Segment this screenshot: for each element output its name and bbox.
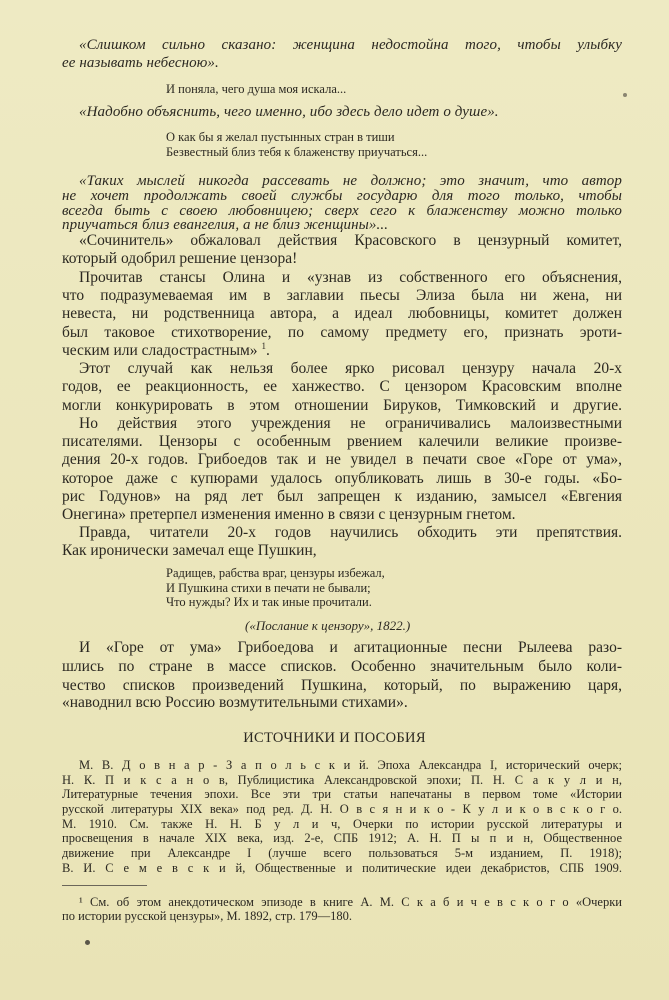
body-line: «Сочинитель» обжаловал действия Красовского в цензурный комитет, — [79, 232, 622, 249]
section-heading: ИСТОЧНИКИ И ПОСОБИЯ — [243, 730, 426, 746]
body-line: был таковое стихотворение, по самому предмету его, признать эроти- — [62, 324, 622, 341]
quote-line: «Слишком сильно сказано: женщина недостойна того, чтобы улыбку — [79, 37, 622, 53]
verse-line: Радищев, рабства враг, цензуры избежал, — [166, 566, 385, 580]
quote-line: всегда быть с своею любовницею; сверх сего к блаженству можно только — [62, 203, 622, 219]
bibliography-line: просвещения в начале XIX века, изд. 2-е, СПБ 1912; А. Н. П ы п и н, Общественное — [62, 831, 622, 845]
footnote-line: по истории русской цензуры», М. 1892, стр. 179—180. — [62, 909, 352, 923]
body-line: Онегина» претерпел изменения именно в связи с цензурным гнетом. — [62, 506, 516, 523]
bibliography-line: М. 1910. См. также Н. Н. Б у л и ч, Очерки по истории русской литературы и — [62, 817, 622, 831]
body-line: шлись по стране в массе списков. Особенно значительным было коли- — [62, 658, 622, 675]
verse-line: О как бы я желал пустынных стран в тиши — [166, 130, 395, 144]
verse-line: И Пушкина стихи в печати не бывали; — [166, 581, 371, 595]
body-line: И «Горе от ума» Грибоедова и агитационные песни Рылеева разо- — [79, 639, 622, 656]
bibliography-line: Литературные течения эпохи. Все эти три статьи напечатаны в первом томе «Истории — [62, 787, 622, 801]
body-line: ческим или сладострастным» $^1$. — [62, 341, 270, 359]
verse-citation: («Послание к цензору», 1822.) — [245, 618, 411, 633]
body-line: чество списков произведений Пушкина, который, по выражению царя, — [62, 677, 622, 694]
body-line: что подразумеваемая им в заглавии пьесы Элиза была ни жена, ни — [62, 287, 622, 304]
body-line: Правда, читатели 20-х годов научились обходить эти препятствия. — [79, 524, 622, 541]
quote-line: не хочет продолжать своей службы государю для того только, чтобы — [62, 188, 622, 204]
quote-line: ее называть небесною». — [62, 55, 219, 71]
bibliography-line: русской литературы XIX века» под ред. Д. Н. О в с я н и к о - К у л и к о в с к о г о. — [62, 802, 622, 816]
quote-line: «Таких мыслей никогда рассевать не должно; это значит, что автор — [79, 173, 622, 189]
body-line: Как иронически замечал еще Пушкин, — [62, 542, 317, 559]
body-line: Прочитав стансы Олина и «узнав из собственного его объяснения, — [79, 269, 622, 286]
body-line: Этот случай как нельзя более ярко рисовал цензуру начала 20-х — [79, 360, 622, 377]
footnote-line: ¹ См. об этом анекдотическом эпизоде в книге А. М. С к а б и ч е в с к о г о «Очерки — [79, 895, 622, 909]
body-line: который одобрил решение цензора! — [62, 250, 298, 267]
verse-line: Что нужды? Их и так иные прочитали. — [166, 595, 372, 609]
quote-line: «Надобно объяснить, чего именно, ибо здесь дело идет о душе». — [79, 104, 499, 120]
bibliography-line: движение при Александре I (лучше всего пользоваться 5-м изданием, П. 1918); — [62, 846, 622, 860]
footnote-divider — [62, 885, 147, 886]
footnote-reference[interactable]: 1 — [261, 341, 266, 351]
ink-dot — [85, 940, 90, 945]
bibliography-line: В. И. С е м е в с к и й, Общественные и политические идеи декабристов, СПБ 1909. — [62, 861, 622, 875]
bibliography-line: М. В. Д о в н а р - З а п о л ь с к и й. Эпоха Александра I, исторический очерк; — [79, 758, 622, 772]
bibliography-line: Н. К. П и к с а н о в, Публицистика Александровской эпохи; П. Н. С а к у л и н, — [62, 773, 622, 787]
verse-line: Безвестный близ тебя к блаженству приучаться... — [166, 145, 428, 159]
print-speck — [623, 93, 627, 97]
quote-line: приучаться близ евангелия, а не близ женщины»... — [62, 217, 389, 233]
body-line: годов, ее реакционность, ее ханжество. С цензором Красовским вполне — [62, 378, 622, 395]
body-line: которое даже с купюрами удалось опубликовать лишь в 30-е годы. «Бо- — [62, 470, 622, 487]
body-line: писателями. Цензоры с особенным рвением калечили великие произве- — [62, 433, 622, 450]
body-line: Но действия этого учреждения не ограничивались малоизвестными — [79, 415, 622, 432]
body-line: дения 20-х годов. Грибоедов так и не увидел в печати свое «Горе от ума», — [62, 451, 622, 468]
body-line: рис Годунов» на ряд лет был запрещен к изданию, замысел «Евгения — [62, 488, 622, 505]
body-line: могли конкурировать в этом отношении Бируков, Тимковский и другие. — [62, 397, 622, 414]
body-line: «наводнил всю Россию возмутительными стихами». — [62, 694, 408, 711]
verse-line: И поняла, чего душа моя искала... — [166, 82, 347, 96]
body-line: невеста, ни родственница автора, а идеал любовницы, комитет должен — [62, 305, 622, 322]
body-text: ческим или сладострастным» — [62, 342, 258, 359]
